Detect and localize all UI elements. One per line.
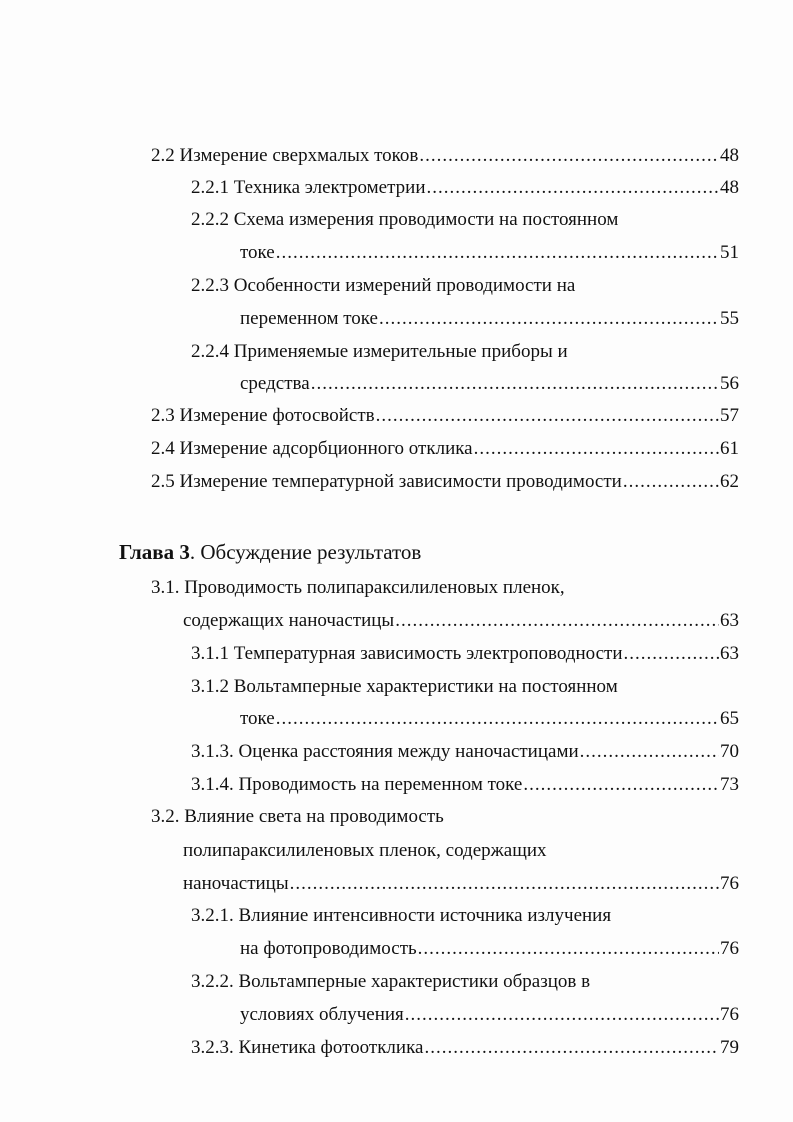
- chapter-heading: [119, 540, 421, 564]
- leader-dots: [580, 741, 719, 763]
- leader-dots: [395, 610, 719, 632]
- toc-entry-3-1-4: [191, 774, 739, 796]
- toc-entry-3-2-line2: полипараксилиленовых пленок, содержащих: [183, 840, 547, 861]
- toc-entry-text: 3.1.4. Проводимость на переменном токе: [191, 774, 523, 795]
- leader-dots: [474, 438, 719, 460]
- toc-entry-3-1-2: [240, 708, 739, 730]
- toc-entry-text: 3.1.3. Оценка расстояния между наночастицами: [191, 741, 579, 762]
- toc-entry-text: 2.2.1 Техника электрометрии: [191, 177, 426, 198]
- page-number: 70: [720, 741, 739, 762]
- page-number: 61: [720, 438, 739, 459]
- toc-entry-2-4: [151, 438, 739, 460]
- toc-entry-2-2-1: [191, 177, 739, 199]
- leader-dots: [418, 938, 719, 960]
- page-number: 57: [720, 405, 739, 426]
- leader-dots: [624, 643, 719, 665]
- page-number: 48: [720, 145, 739, 166]
- page-number: 51: [720, 242, 739, 263]
- page-number: 55: [720, 308, 739, 329]
- toc-entry-2-2-4-line1: 2.2.4 Применяемые измерительные приборы и: [191, 341, 568, 362]
- toc-entry-2-5: [151, 471, 739, 493]
- toc-entry-text: 2.2 Измерение сверхмалых токов: [151, 145, 419, 166]
- toc-entry-3-2: [183, 873, 739, 895]
- leader-dots: [424, 1037, 719, 1059]
- page-number: 63: [720, 643, 739, 664]
- toc-entry-3-1-1: [191, 643, 739, 665]
- toc-entry-text: токе: [240, 242, 275, 263]
- leader-dots: [311, 373, 719, 395]
- toc-entry-text: 2.4 Измерение адсорбционного отклика: [151, 438, 473, 459]
- toc-entry-text: наночастицы: [183, 873, 289, 894]
- leader-dots: [419, 145, 719, 167]
- toc-entry-3-2-2-line1: 3.2.2. Вольтамперные характеристики образцов в: [191, 971, 591, 992]
- toc-entry-text: на фотопроводимость: [240, 938, 417, 959]
- leader-dots: [376, 405, 719, 427]
- toc-entry-2-2-3: [240, 308, 739, 330]
- toc-entry-text: токе: [240, 708, 275, 729]
- toc-entry-2-2: [151, 145, 739, 167]
- page-number: 48: [720, 177, 739, 198]
- page-number: 76: [720, 873, 739, 894]
- chapter-number: Глава 3: [119, 540, 190, 564]
- toc-entry-text: 3.2.3. Кинетика фотоотклика: [191, 1037, 424, 1058]
- toc-entry-3-2-1-line1: 3.2.1. Влияние интенсивности источника излучения: [191, 905, 612, 926]
- toc-entry-text: условиях облучения: [240, 1004, 404, 1025]
- toc-entry-2-2-4: [240, 373, 739, 395]
- leader-dots: [290, 873, 719, 895]
- leader-dots: [379, 308, 719, 330]
- page-number: 73: [720, 774, 739, 795]
- leader-dots: [523, 774, 719, 796]
- page-number: 79: [720, 1037, 739, 1058]
- leader-dots: [427, 177, 720, 199]
- page-number: 76: [720, 938, 739, 959]
- leader-dots: [276, 708, 719, 730]
- toc-entry-3-1-line1: 3.1. Проводимость полипараксилиленовых пленок,: [151, 577, 565, 598]
- page-number: 65: [720, 708, 739, 729]
- toc-entry-3-2-3: [191, 1037, 739, 1059]
- toc-entry-2-3: [151, 405, 739, 427]
- page-number: 76: [720, 1004, 739, 1025]
- toc-entry-2-2-2: [240, 242, 739, 264]
- leader-dots: [276, 242, 719, 264]
- toc-entry-text: содержащих наночастицы: [183, 610, 395, 631]
- toc-entry-3-1-3: [191, 741, 739, 763]
- chapter-title: . Обсуждение результатов: [189, 540, 422, 564]
- leader-dots: [623, 471, 719, 493]
- toc-entry-3-2-2: [240, 1004, 739, 1026]
- page-number: 63: [720, 610, 739, 631]
- toc-entry-text: средства: [240, 373, 310, 394]
- toc-entry-3-1: [183, 610, 739, 632]
- toc-entry-3-1-2-line1: 3.1.2 Вольтамперные характеристики на постоянном: [191, 676, 618, 697]
- leader-dots: [405, 1004, 719, 1026]
- toc-entry-text: 3.1.1 Температурная зависимость электроповодности: [191, 643, 623, 664]
- toc-entry-text: переменном токе: [240, 308, 378, 329]
- toc-entry-2-2-2-line1: 2.2.2 Схема измерения проводимости на постоянном: [191, 209, 619, 230]
- toc-entry-2-2-3-line1: 2.2.3 Особенности измерений проводимости на: [191, 275, 576, 296]
- toc-entry-3-2-1: [240, 938, 739, 960]
- page-number: 56: [720, 373, 739, 394]
- toc-entry-3-2-line1: 3.2. Влияние света на проводимость: [151, 806, 444, 827]
- page-number: 62: [720, 471, 739, 492]
- toc-entry-text: 2.5 Измерение температурной зависимости проводимости: [151, 471, 622, 492]
- toc-entry-text: 2.3 Измерение фотосвойств: [151, 405, 375, 426]
